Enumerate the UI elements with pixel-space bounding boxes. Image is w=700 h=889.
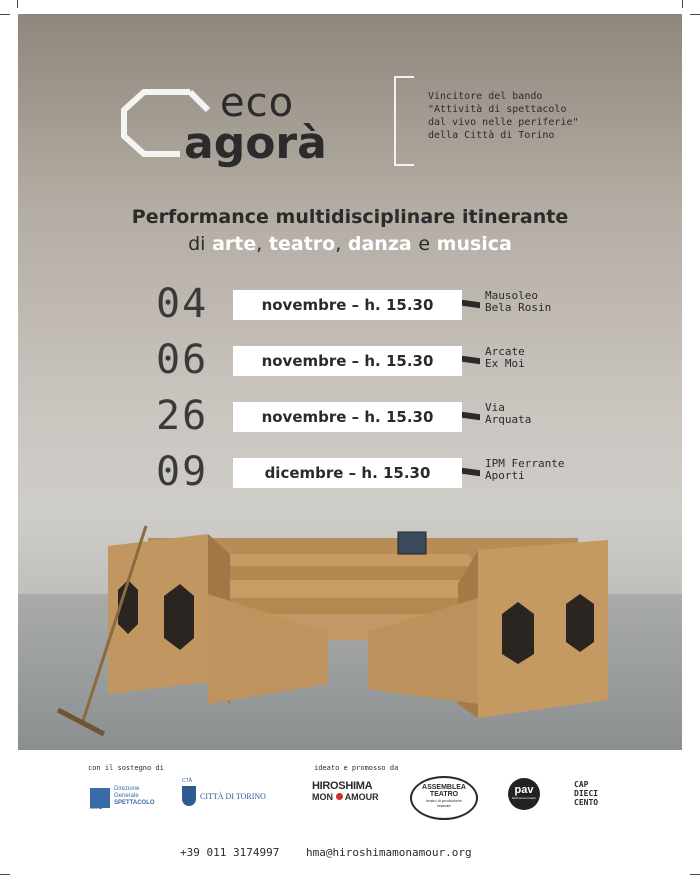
crop-mark [690, 874, 700, 875]
promoted-label: ideato e promosso da [314, 764, 399, 772]
award-line: dal vivo nelle periferie" [428, 117, 579, 128]
crop-mark [0, 14, 10, 15]
crop-mark [0, 874, 10, 875]
date-time-box: novembre – h. 15.30 [233, 402, 462, 432]
place-line: Arcate [485, 345, 525, 358]
mic-text-line: SPETTACOLO [114, 800, 155, 806]
date-day: 04 [156, 281, 209, 327]
place-line: Via [485, 401, 505, 414]
date-day: 09 [156, 449, 209, 495]
pav-sub: fertili terreni teatro [511, 796, 537, 800]
assemblea-teatro-logo [410, 776, 478, 820]
crop-mark [690, 14, 700, 15]
date-place [485, 290, 605, 314]
pav-text: pav [514, 784, 534, 796]
date-time-box: novembre – h. 15.30 [233, 346, 462, 376]
eco-agora-logo [120, 76, 370, 169]
place-line: Aporti [485, 469, 525, 482]
place-line: Ex Moi [485, 357, 525, 370]
award-text [428, 90, 628, 142]
hiroshima-amour: AMOUR [344, 792, 379, 802]
headline-theatre-word: teatro [268, 233, 336, 255]
award-line: "Attività di spettacolo [428, 104, 567, 115]
crop-mark [682, 0, 683, 8]
headline-art-word: arte [212, 233, 257, 255]
award-line: Vincitore del bando [428, 91, 543, 102]
hiroshima-line-2 [312, 792, 392, 802]
mic-text-line: Direzione [114, 786, 140, 792]
place-line: Bela Rosin [485, 301, 552, 314]
place-line: Arquata [485, 413, 532, 426]
cap-line: CAP [574, 780, 589, 789]
headline-word: di [188, 233, 206, 255]
footer [18, 750, 682, 875]
connector-dash [462, 468, 480, 477]
place-line: IPM Ferrante [485, 457, 565, 470]
date-row [156, 449, 596, 495]
crop-mark [17, 0, 18, 8]
mic-text-line: Generale [114, 793, 139, 799]
headline-music-word: musica [436, 233, 512, 255]
hiroshima-line-1: HIROSHIMA [312, 780, 373, 792]
date-place [485, 346, 605, 370]
email-link[interactable]: hma@hiroshimamonamour.org [306, 846, 472, 859]
assemblea-line-1: ASSEMBLEA [422, 784, 466, 791]
connector-dash [462, 300, 480, 309]
mic-mark-text: MiC [90, 804, 103, 811]
torino-text: CITTÀ DI TORINO [200, 792, 266, 801]
mic-text [114, 786, 155, 807]
phone-number[interactable]: +39 011 3174997 [180, 846, 280, 859]
hiroshima-mon: MON [312, 792, 333, 802]
assemblea-line-2: TEATRO [429, 791, 459, 798]
date-row [156, 393, 596, 439]
date-day: 26 [156, 393, 209, 439]
hiroshima-logo [312, 780, 392, 814]
headline-comma: , [335, 233, 342, 255]
connector-dash [462, 356, 480, 365]
headline [18, 204, 682, 258]
cap-line: DIECI [574, 789, 599, 798]
assemblea-line-4: teatrale [437, 803, 451, 808]
support-label: con il sostegno di [88, 764, 164, 772]
date-day: 06 [156, 337, 209, 383]
date-time-box: dicembre – h. 15.30 [233, 458, 462, 488]
award-line: della Città di Torino [428, 130, 555, 141]
bracket-divider [394, 76, 414, 166]
torino-logo [182, 778, 292, 816]
date-row [156, 281, 596, 327]
assemblea-line-3: teatro di produzione [426, 798, 462, 803]
date-place [485, 458, 605, 482]
logo-word-agora: agorà [184, 118, 327, 169]
date-place [485, 402, 605, 426]
logo-word-eco: eco [220, 80, 295, 126]
place-line: Mausoleo [485, 289, 538, 302]
red-dot-icon [336, 793, 343, 800]
date-time-box: novembre – h. 15.30 [233, 290, 462, 320]
headline-line-1: Performance multidisciplinare itinerante [131, 206, 569, 228]
connector-dash [462, 412, 480, 421]
headline-comma: , [256, 233, 263, 255]
headline-word: e [418, 233, 431, 255]
pav-logo [508, 778, 540, 810]
poster [18, 14, 682, 875]
headline-dance-word: danza [347, 233, 412, 255]
cap-dieci-cento-logo [574, 780, 598, 807]
headline-line-2 [18, 231, 682, 258]
amphitheatre-installation-image [18, 514, 682, 754]
mic-logo [90, 784, 170, 814]
date-row [156, 337, 596, 383]
torino-shield-icon [182, 786, 196, 806]
torino-mark: CTÀ [182, 778, 192, 784]
cap-line: CENTO [574, 798, 599, 807]
